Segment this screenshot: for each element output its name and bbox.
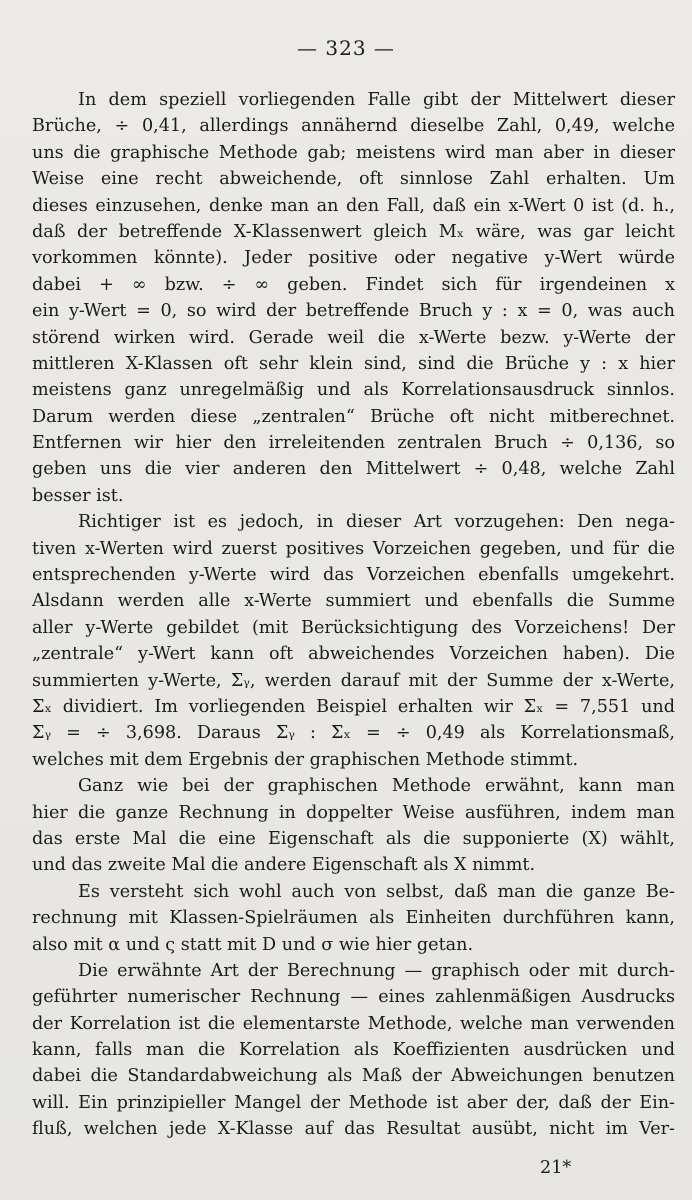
text-line: entsprechenden y-Werte wird das Vorzeichen ebenfalls umgekehrt. <box>32 565 675 586</box>
text-line: daß der betreffende X-Klassenwert gleich Mₓ wäre, was gar leicht <box>32 221 675 242</box>
text-line: dabei die Standardabweichung als Maß der Abweichungen benutzen <box>32 1066 675 1087</box>
text-line: ein y-Wert = 0, so wird der betreffende Bruch y : x = 0, was auch <box>32 301 675 322</box>
paragraph-1 <box>32 87 675 509</box>
text-line: geben uns die vier anderen den Mittelwert ÷ 0,48, welche Zahl <box>32 459 675 480</box>
text-line: „zentrale“ y-Wert kann oft abweichendes Vorzeichen haben). Die <box>32 644 675 665</box>
paragraph-5 <box>32 958 675 1143</box>
text-line: mittleren X-Klassen oft sehr klein sind, sind die Brüche y : x hier <box>32 353 675 374</box>
text-line: Richtiger ist es jedoch, in dieser Art vorzugehen: Den nega- <box>78 512 675 533</box>
text-line: dieses einzusehen, denke man an den Fall, daß ein x-Wert 0 ist (d. h., <box>32 195 675 216</box>
text-line: Ganz wie bei der graphischen Methode erwähnt, kann man <box>78 776 675 797</box>
text-line: Brüche, ÷ 0,41, allerdings annähernd dieselbe Zahl, 0,49, welche <box>32 116 675 137</box>
text-line: Die erwähnte Art der Berechnung — graphisch oder mit durch- <box>78 960 675 981</box>
text-line: Alsdann werden alle x-Werte summiert und ebenfalls die Summe <box>32 591 675 612</box>
text-line: kann, falls man die Korrelation als Koeffizienten ausdrücken und <box>32 1040 675 1061</box>
text-line: vorkommen könnte). Jeder positive oder negative y-Wert würde <box>32 248 675 269</box>
paragraph-4 <box>32 879 675 958</box>
signature-mark: 21* <box>540 1158 572 1178</box>
paragraph-2 <box>32 509 675 773</box>
text-line: dabei + ∞ bzw. ÷ ∞ geben. Findet sich für irgendeinen x <box>32 274 675 295</box>
text-line: besser ist. <box>32 485 124 506</box>
text-line: welches mit dem Ergebnis der graphischen Methode stimmt. <box>32 749 579 770</box>
text-line: und das zweite Mal die andere Eigenschaft als X nimmt. <box>32 855 536 876</box>
text-line: Σᵧ = ÷ 3,698. Daraus Σᵧ : Σₓ = ÷ 0,49 als Korrelationsmaß, <box>32 723 675 744</box>
text-line: aller y-Werte gebildet (mit Berücksichtigung des Vorzeichens! Der <box>32 617 675 638</box>
text-line: In dem speziell vorliegenden Falle gibt der Mittelwert dieser <box>78 90 675 110</box>
text-line: Weise eine recht abweichende, oft sinnlose Zahl erhalten. Um <box>32 169 675 190</box>
paragraph-3 <box>32 773 675 879</box>
text-line: meistens ganz unregelmäßig und als Korrelationsausdruck sinnlos. <box>32 380 675 401</box>
text-line: hier die ganze Rechnung in doppelter Weise ausführen, indem man <box>32 802 675 823</box>
page-number: — 323 — <box>297 36 395 60</box>
text-line: summierten y-Werte, Σᵧ, werden darauf mit der Summe der x-Werte, <box>32 670 675 691</box>
text-line: rechnung mit Klassen-Spielräumen als Einheiten durchführen kann, <box>32 908 675 929</box>
text-line: fluß, welchen jede X-Klasse auf das Resultat ausübt, nicht im Ver- <box>32 1119 675 1140</box>
body-text <box>32 87 675 1143</box>
text-line: geführter numerischer Rechnung — eines zahlenmäßigen Ausdrucks <box>32 987 675 1008</box>
text-line: also mit α und ς statt mit D und σ wie hier getan. <box>32 934 474 955</box>
text-line: Darum werden diese „zentralen“ Brüche oft nicht mitberechnet. <box>32 406 675 427</box>
text-line: Σₓ dividiert. Im vorliegenden Beispiel erhalten wir Σₓ = 7,551 und <box>32 696 675 717</box>
text-line: will. Ein prinzipieller Mangel der Methode ist aber der, daß der Ein- <box>32 1092 675 1113</box>
text-line: uns die graphische Methode gab; meistens wird man aber in dieser <box>32 142 675 163</box>
text-line: Es versteht sich wohl auch von selbst, daß man die ganze Be- <box>78 881 675 902</box>
text-line: das erste Mal die eine Eigenschaft als die supponierte (X) wählt, <box>32 828 675 849</box>
text-line: Entfernen wir hier den irreleitenden zentralen Bruch ÷ 0,136, so <box>32 433 675 454</box>
text-line: tiven x-Werten wird zuerst positives Vorzeichen gegeben, und für die <box>32 538 675 559</box>
text-line: störend wirken wird. Gerade weil die x-Werte bezw. y-Werte der <box>32 327 675 348</box>
text-line: der Korrelation ist die elementarste Methode, welche man verwenden <box>32 1013 675 1034</box>
